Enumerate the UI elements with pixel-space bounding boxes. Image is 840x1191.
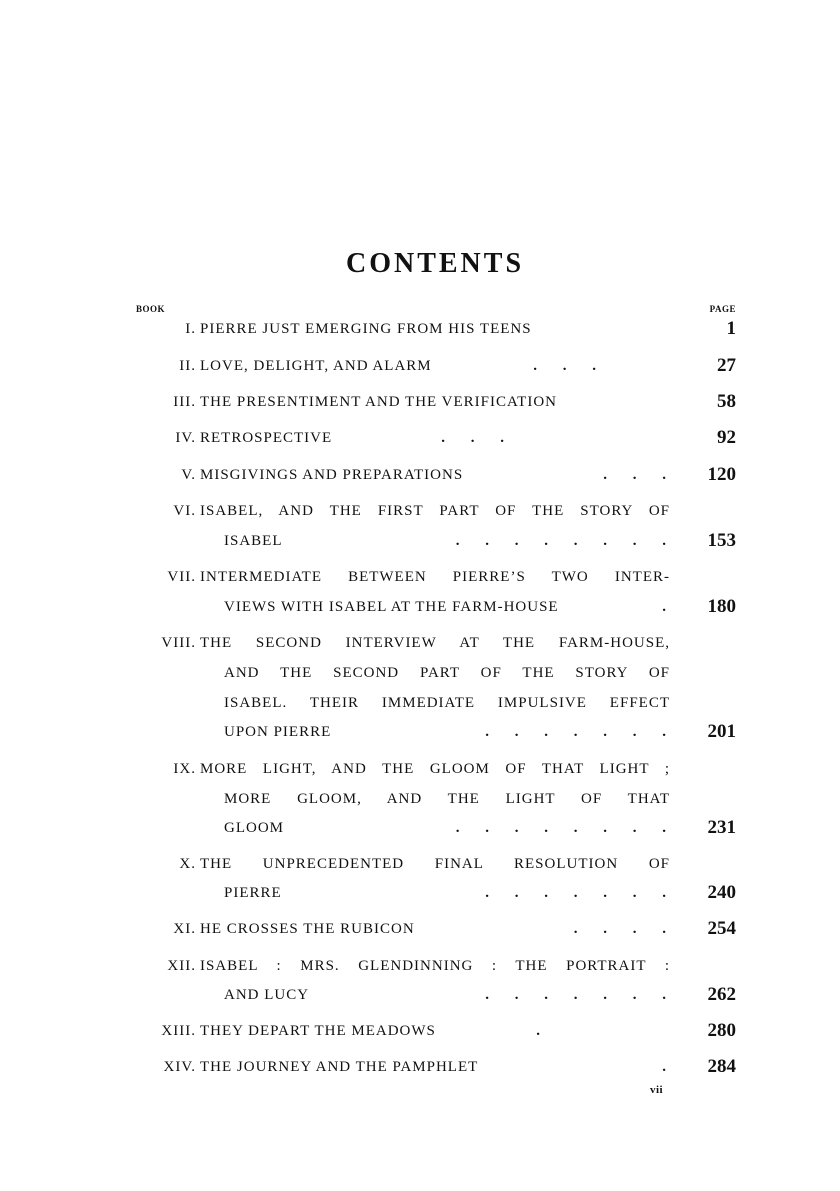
entry-page: 153 (707, 530, 736, 551)
toc-entry-continuation (136, 882, 736, 904)
dot-leader: . (662, 1059, 666, 1075)
entry-title-line: MORE GLOOM, AND THE LIGHT OF THAT (224, 791, 670, 807)
toc-entry (136, 391, 736, 413)
dot-leader: . . . . . . . . (455, 820, 666, 836)
toc-entry (136, 632, 736, 654)
entry-number: IX. (173, 761, 196, 777)
entry-number: XIII. (161, 1023, 196, 1039)
dot-leader: . (662, 599, 666, 615)
toc-entry (136, 1020, 736, 1042)
toc-entry (136, 427, 736, 449)
entry-title-line: AND LUCY (224, 987, 310, 1003)
entry-page: 284 (707, 1056, 736, 1077)
entry-page: 240 (707, 882, 736, 903)
entry-number: V. (181, 467, 196, 483)
toc-entry-continuation (136, 721, 736, 743)
entry-title: THE UNPRECEDENTED FINAL RESOLUTION OF (200, 856, 670, 872)
entry-number: I. (185, 321, 196, 337)
toc-entry (136, 318, 736, 340)
page-title: CONTENTS (345, 248, 525, 279)
toc-entry-continuation (136, 692, 736, 714)
entry-number: VII. (167, 569, 196, 585)
entry-number: II. (179, 358, 196, 374)
entry-number: XIV. (163, 1059, 196, 1075)
dot-leader: . . . . (573, 921, 666, 937)
entry-number: III. (173, 394, 196, 410)
entry-title: THE PRESENTIMENT AND THE VERIFICATION (200, 394, 558, 410)
toc-entry-continuation (136, 530, 736, 552)
toc-entry-continuation (136, 662, 736, 684)
entry-title: ISABEL, AND THE FIRST PART OF THE STORY OF (200, 503, 670, 519)
entry-title: RETROSPECTIVE (200, 430, 333, 446)
entry-title: MORE LIGHT, AND THE GLOOM OF THAT LIGHT ; (200, 761, 670, 777)
toc-entry (136, 853, 736, 875)
toc-entry (136, 500, 736, 522)
column-header-book: BOOK (136, 304, 166, 314)
dot-leader: . . . . . . . (485, 987, 666, 1003)
toc-entry-continuation (136, 984, 736, 1006)
entry-number: X. (179, 856, 196, 872)
page-number: vii (650, 1084, 664, 1096)
entry-title: THE JOURNEY AND THE PAMPHLET (200, 1059, 479, 1075)
entry-page: 58 (717, 391, 736, 412)
toc-entry (136, 918, 736, 940)
entry-number: VIII. (161, 635, 196, 651)
entry-title: PIERRE JUST EMERGING FROM HIS TEENS (200, 321, 532, 337)
entry-page: 92 (717, 427, 736, 448)
entry-number: IV. (175, 430, 196, 446)
column-header-page: PAGE (709, 304, 736, 314)
entry-title: LOVE, DELIGHT, AND ALARM (200, 358, 432, 374)
toc-entry (136, 464, 736, 486)
entry-page: 180 (707, 596, 736, 617)
dot-leader: . . . . . . . (485, 885, 666, 901)
entry-page: 201 (707, 721, 736, 742)
toc-entry (136, 1056, 736, 1078)
entry-title-line: VIEWS WITH ISABEL AT THE FARM-HOUSE (224, 599, 559, 615)
entry-page: 1 (726, 318, 736, 339)
entry-title-line: AND THE SECOND PART OF THE STORY OF (224, 665, 670, 681)
toc-entry (136, 566, 736, 588)
entry-title-line: ISABEL (224, 533, 283, 549)
toc-entry-continuation (136, 788, 736, 810)
dot-leader: . . . . . . . (485, 724, 666, 740)
entry-page: 280 (707, 1020, 736, 1041)
toc-entry (136, 955, 736, 977)
entry-title: MISGIVINGS AND PREPARATIONS (200, 467, 464, 483)
toc-entry-continuation (136, 817, 736, 839)
entry-page: 120 (707, 464, 736, 485)
entry-page: 27 (717, 355, 736, 376)
dot-leader: . . . . . . . . (455, 533, 666, 549)
dot-leader: . . . (441, 430, 504, 446)
entry-number: XI. (173, 921, 196, 937)
dot-leader: . (536, 1023, 540, 1039)
entry-page: 262 (707, 984, 736, 1005)
entry-title: THE SECOND INTERVIEW AT THE FARM-HOUSE, (200, 635, 670, 651)
entry-title: HE CROSSES THE RUBICON (200, 921, 415, 937)
entry-title-line: ISABEL. THEIR IMMEDIATE IMPULSIVE EFFECT (224, 695, 670, 711)
entry-page: 254 (707, 918, 736, 939)
entry-title-line: PIERRE (224, 885, 282, 901)
entry-title-line: GLOOM (224, 820, 284, 836)
toc-entry (136, 758, 736, 780)
dot-leader: . . . (603, 467, 666, 483)
entry-page: 231 (707, 817, 736, 838)
entry-title-line: UPON PIERRE (224, 724, 332, 740)
entry-number: VI. (173, 503, 196, 519)
entry-title: INTERMEDIATE BETWEEN PIERRE’S TWO INTER- (200, 569, 670, 585)
entry-title: ISABEL : MRS. GLENDINNING : THE PORTRAIT : (200, 958, 670, 974)
toc-entry-continuation (136, 596, 736, 618)
dot-leader: . . . (533, 358, 596, 374)
entry-title: THEY DEPART THE MEADOWS (200, 1023, 436, 1039)
entry-number: XII. (167, 958, 196, 974)
toc-entry (136, 355, 736, 377)
